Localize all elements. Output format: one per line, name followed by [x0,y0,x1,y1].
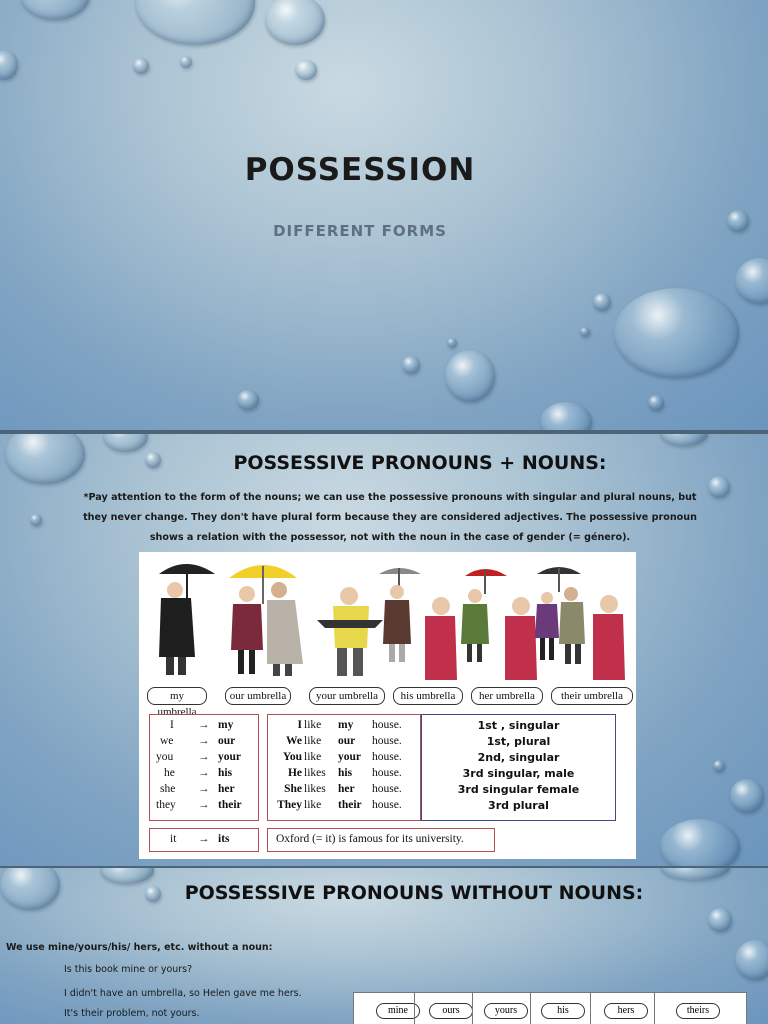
person-label: 3rd plural [488,799,549,812]
bubble-hers: hers [604,1003,648,1019]
pair-arrow: → [198,767,210,779]
water-drop [660,868,730,880]
water-drop [402,356,420,374]
water-drop [735,258,768,304]
sentence-poss: our [338,735,356,747]
bubble-yours: yours [484,1003,528,1019]
label-your-umbrella: your umbrella [309,687,385,705]
oxford-example-box [267,828,495,852]
sentence-noun: house. [372,783,402,795]
pair-arrow: → [198,783,210,795]
example-sentence: It's their problem, not yours. [64,1008,200,1019]
sentence-verb: like [304,719,322,731]
water-drop [708,908,732,932]
water-drop [660,819,740,866]
person-her-umbrella-icon [461,569,537,680]
oxford-sentence: Oxford (= it) is famous for its university. [276,833,464,845]
sentence-noun: house. [372,799,402,811]
water-drop [727,210,749,232]
pair-arrow: → [198,751,210,763]
sentence-subj: He [287,767,302,779]
water-drop [540,402,592,430]
pair-poss: your [218,751,241,763]
pair-subj: I [170,719,174,731]
pair-poss: her [218,783,235,795]
water-drop [295,60,317,80]
example-sentences-table [267,714,421,821]
pair-subj: she [160,783,176,795]
bubble-his: his [541,1003,585,1019]
water-drop [30,514,42,526]
person-label: 1st, plural [486,735,551,748]
it-pair-box [149,828,259,852]
water-drop [735,940,768,980]
person-my-umbrella-icon [159,564,215,675]
sentence-subj: I [297,719,302,731]
sentence-noun: house. [372,735,402,747]
page-title: POSSESSION [244,152,476,188]
pair-arrow: → [198,735,210,747]
section-title: POSSESSIVE PRONOUNS + NOUNS: [233,452,607,474]
it-subj: it [170,833,177,845]
sentence-noun: house. [372,719,402,731]
sentence-noun: house. [372,751,402,763]
sentence-noun: house. [372,767,402,779]
water-drop [135,0,255,45]
page-subtitle: DIFFERENT FORMS [273,222,447,240]
pronoun-bubbles-panel [353,992,747,1024]
water-drop [708,476,730,498]
label-our-umbrella: our umbrella [225,687,291,705]
water-drop [593,293,611,311]
water-drop [713,760,725,772]
sentence-subj: They [277,799,302,811]
label-my-umbrella: my umbrella [147,687,207,705]
person-our-umbrella-icon [229,565,303,676]
person-label: 3rd singular, male [462,767,575,780]
pair-poss: our [218,735,236,747]
slide-possessive-without-nouns [0,868,768,1024]
water-drop [265,0,325,45]
sentence-poss: my [338,719,354,731]
label-his-umbrella: his umbrella [393,687,463,705]
pair-subj: they [156,799,176,811]
label-their-umbrella: their umbrella [551,687,633,705]
pair-subj: you [156,751,174,763]
water-drop [180,56,192,68]
bubble-ours: ours [429,1003,473,1019]
pair-poss: his [218,767,233,779]
it-poss: its [218,833,230,845]
water-drop [580,327,590,337]
intro-text: We use mine/yours/his/ hers, etc. without a noun: [6,942,273,953]
slide-possessive-nouns [0,434,768,866]
section-title: POSSESSIVE PRONOUNS WITHOUT NOUNS: [184,882,644,904]
pair-poss: my [218,719,234,731]
illustration-panel [139,552,636,859]
slide-title [0,0,768,430]
sentence-verb: likes [304,767,326,779]
sentence-verb: like [304,799,322,811]
sentence-verb: like [304,751,322,763]
water-drop [447,338,457,348]
water-drop [445,350,495,402]
sentence-poss: his [338,767,353,779]
bubble-theirs: theirs [676,1003,720,1019]
water-drop [0,50,18,80]
person-label: 2nd, singular [477,751,560,764]
pair-arrow: → [198,719,210,731]
water-drop [730,779,764,813]
it-arrow: → [198,833,210,845]
water-drop [614,288,739,378]
pair-arrow: → [198,799,210,811]
sentence-verb: like [304,735,322,747]
sentence-verb: likes [304,783,326,795]
sentence-subj: She [284,783,302,795]
person-label: 3rd singular female [457,783,580,796]
sentence-poss: your [338,751,361,763]
pair-poss: their [218,799,242,811]
water-drop [20,0,90,20]
bubble-mine: mine [376,1003,420,1019]
water-drop [660,434,708,446]
sentence-subj: We [286,735,302,747]
pair-subj: he [164,767,175,779]
pair-subj: we [160,735,174,747]
sentence-poss: her [338,783,355,795]
water-drop [648,395,664,411]
person-his-umbrella-icon [379,568,457,680]
pronoun-pairs-table [149,714,259,821]
person-label: 1st , singular [477,719,560,732]
example-sentence: Is this book mine or yours? [64,964,193,975]
example-sentence: I didn't have an umbrella, so Helen gave me hers. [64,988,302,999]
label-her-umbrella: her umbrella [471,687,543,705]
person-your-umbrella-icon [317,587,383,676]
grammatical-person-box [421,714,616,821]
person-their-umbrella-icon [535,567,625,680]
water-drop [133,58,149,74]
water-drop [103,434,148,452]
sentence-poss: their [338,799,362,811]
section-note: *Pay attention to the form of the nouns; we can use the possessive pronouns with singular and plural nouns, but they never change. They don't have plural form because they are considered adjectives. The possessive pronoun shows a relation with the possessor, not with the noun in the case of gender (= género). [83,492,697,543]
people-umbrella-illustration [139,552,636,682]
sentence-subj: You [282,751,302,763]
water-drop [237,390,259,410]
